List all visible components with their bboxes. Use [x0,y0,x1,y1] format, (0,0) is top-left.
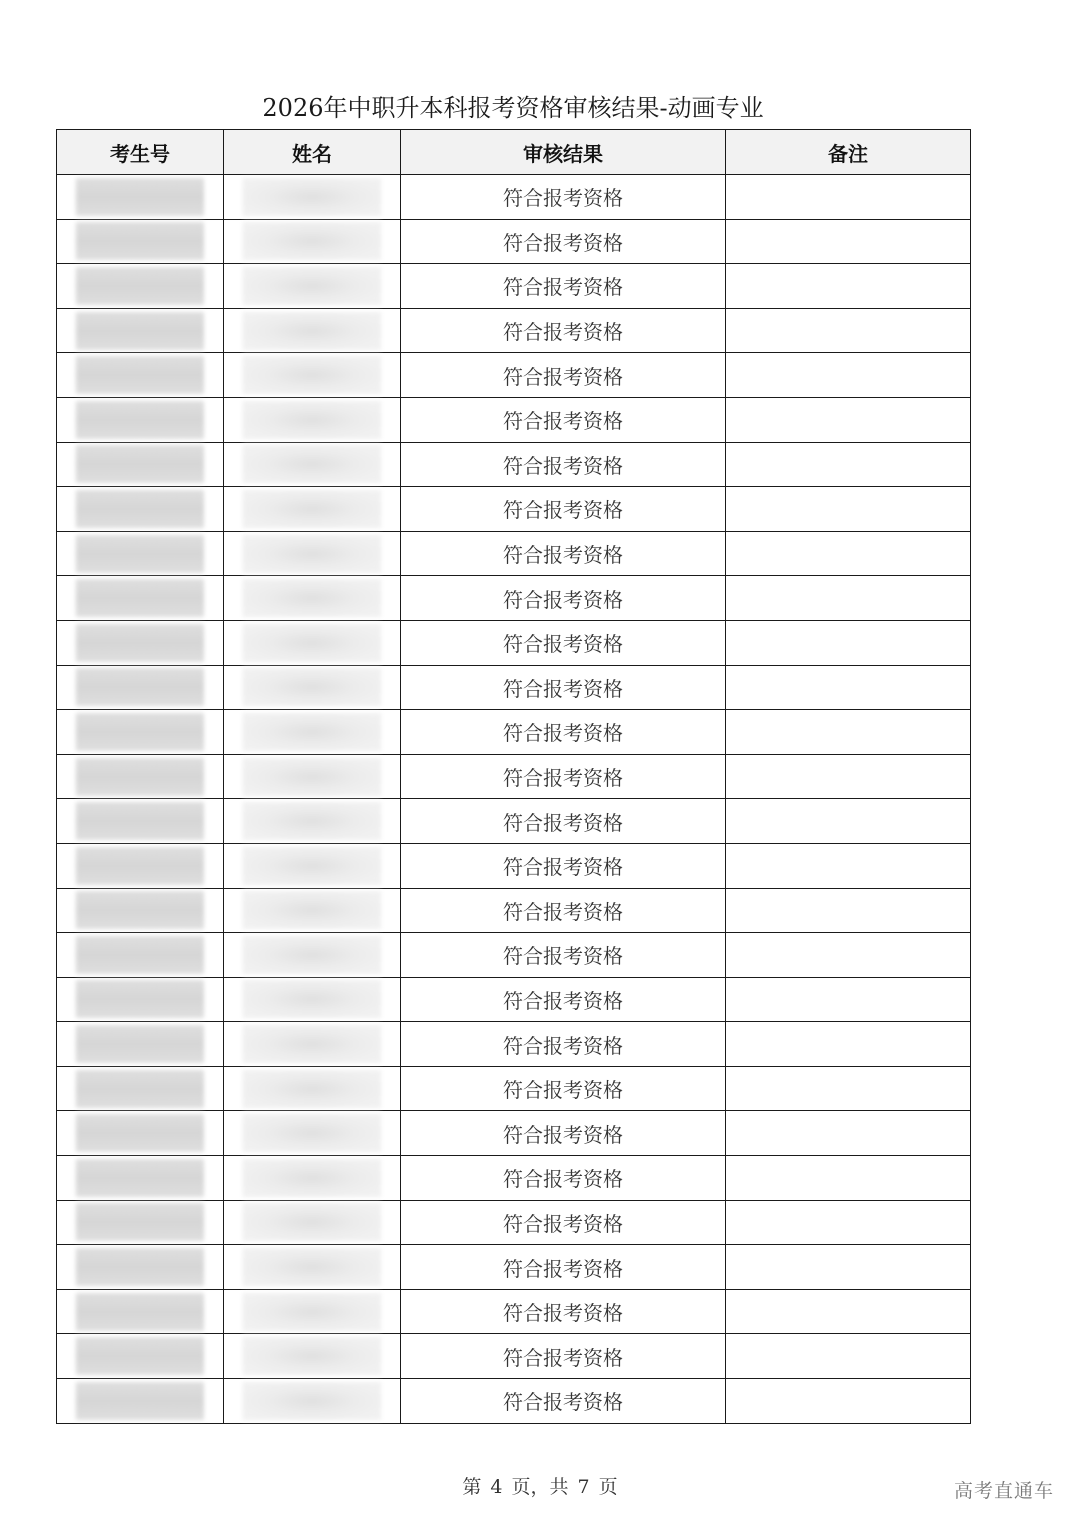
redacted-candidate-id [76,802,204,840]
table-row [57,799,971,844]
name-cell [224,442,401,487]
redacted-name [243,624,381,662]
table-row [57,1066,971,1111]
result-cell: 符合报考资格 [401,576,726,621]
result-cell: 符合报考资格 [401,933,726,978]
result-cell: 符合报考资格 [401,531,726,576]
note-cell [726,933,971,978]
note-cell [726,843,971,888]
note-cell [726,442,971,487]
candidate-id-cell [57,933,224,978]
candidate-id-cell [57,353,224,398]
result-cell: 符合报考资格 [401,843,726,888]
name-cell [224,1156,401,1201]
name-cell [224,977,401,1022]
result-cell: 符合报考资格 [401,1289,726,1334]
note-cell [726,1111,971,1156]
redacted-candidate-id [76,891,204,929]
redacted-candidate-id [76,222,204,260]
result-cell: 符合报考资格 [401,1334,726,1379]
redacted-name [243,1248,381,1286]
redacted-name [243,1025,381,1063]
redacted-name [243,535,381,573]
redacted-candidate-id [76,1070,204,1108]
name-cell [224,397,401,442]
name-cell [224,531,401,576]
redacted-candidate-id [76,668,204,706]
note-cell [726,888,971,933]
redacted-name [243,1382,381,1420]
result-cell: 符合报考资格 [401,977,726,1022]
candidate-id-cell [57,531,224,576]
name-cell [224,1289,401,1334]
name-cell [224,1200,401,1245]
note-cell [726,1156,971,1201]
redacted-name [243,891,381,929]
result-cell: 符合报考资格 [401,487,726,532]
note-cell [726,754,971,799]
note-cell [726,353,971,398]
candidate-id-cell [57,576,224,621]
result-cell: 符合报考资格 [401,888,726,933]
note-cell [726,531,971,576]
candidate-id-cell [57,175,224,220]
result-cell: 符合报考资格 [401,1066,726,1111]
note-cell [726,1379,971,1424]
table-row [57,1379,971,1424]
redacted-candidate-id [76,579,204,617]
redacted-name [243,1159,381,1197]
name-cell [224,1379,401,1424]
candidate-id-cell [57,1022,224,1067]
redacted-name [243,1293,381,1331]
name-cell [224,1066,401,1111]
header-row [57,130,971,175]
candidate-id-cell [57,397,224,442]
name-cell [224,799,401,844]
table-row [57,397,971,442]
redacted-candidate-id [76,490,204,528]
note-cell [726,710,971,755]
table-row [57,620,971,665]
header-result: 审核结果 [401,130,726,175]
name-cell [224,710,401,755]
name-cell [224,1111,401,1156]
redacted-candidate-id [76,1114,204,1152]
candidate-id-cell [57,1289,224,1334]
redacted-candidate-id [76,713,204,751]
redacted-name [243,1114,381,1152]
note-cell [726,1200,971,1245]
result-cell: 符合报考资格 [401,1379,726,1424]
table-row [57,1245,971,1290]
redacted-candidate-id [76,312,204,350]
candidate-id-cell [57,1111,224,1156]
redacted-candidate-id [76,1025,204,1063]
redacted-candidate-id [76,1293,204,1331]
candidate-id-cell [57,1334,224,1379]
name-cell [224,933,401,978]
redacted-candidate-id [76,535,204,573]
redacted-name [243,713,381,751]
table-row [57,576,971,621]
candidate-id-cell [57,799,224,844]
redacted-candidate-id [76,936,204,974]
table-row [57,442,971,487]
redacted-name [243,356,381,394]
table-row [57,888,971,933]
result-cell: 符合报考资格 [401,353,726,398]
table-row [57,1022,971,1067]
redacted-candidate-id [76,267,204,305]
candidate-id-cell [57,754,224,799]
candidate-id-cell [57,1156,224,1201]
name-cell [224,665,401,710]
redacted-candidate-id [76,847,204,885]
redacted-name [243,1203,381,1241]
redacted-name [243,1337,381,1375]
header-candidate-id: 考生号 [57,130,224,175]
result-cell: 符合报考资格 [401,1245,726,1290]
name-cell [224,1022,401,1067]
table-row [57,710,971,755]
watermark: 高考直通车 [953,1480,1054,1502]
candidate-id-cell [57,442,224,487]
result-cell: 符合报考资格 [401,219,726,264]
note-cell [726,799,971,844]
note-cell [726,175,971,220]
result-cell: 符合报考资格 [401,442,726,487]
redacted-name [243,847,381,885]
name-cell [224,1334,401,1379]
note-cell [726,219,971,264]
candidate-id-cell [57,487,224,532]
candidate-id-cell [57,665,224,710]
note-cell [726,665,971,710]
note-cell [726,977,971,1022]
note-cell [726,1066,971,1111]
redacted-candidate-id [76,1203,204,1241]
note-cell [726,620,971,665]
redacted-candidate-id [76,1248,204,1286]
redacted-candidate-id [76,980,204,1018]
table-row [57,175,971,220]
redacted-name [243,579,381,617]
table-row [57,1111,971,1156]
redacted-name [243,1070,381,1108]
note-cell [726,576,971,621]
redacted-name [243,178,381,216]
table-body [57,175,971,1424]
note-cell [726,1334,971,1379]
result-cell: 符合报考资格 [401,799,726,844]
redacted-name [243,445,381,483]
result-cell: 符合报考资格 [401,754,726,799]
redacted-candidate-id [76,356,204,394]
page-footer: 第 4 页，共 7 页 [462,1476,618,1498]
result-cell: 符合报考资格 [401,264,726,309]
result-cell: 符合报考资格 [401,620,726,665]
candidate-id-cell [57,977,224,1022]
redacted-name [243,980,381,1018]
name-cell [224,754,401,799]
table-row [57,487,971,532]
table-row [57,977,971,1022]
table-row [57,219,971,264]
redacted-name [243,936,381,974]
candidate-id-cell [57,1379,224,1424]
redacted-name [243,758,381,796]
table-header [57,130,971,175]
table-row [57,933,971,978]
result-cell: 符合报考资格 [401,1022,726,1067]
table-row [57,1200,971,1245]
redacted-candidate-id [76,178,204,216]
name-cell [224,308,401,353]
document-title: 2026年中职升本科报考资格审核结果-动画专业 [262,94,764,122]
candidate-id-cell [57,219,224,264]
redacted-name [243,222,381,260]
redacted-candidate-id [76,1159,204,1197]
note-cell [726,308,971,353]
redacted-name [243,401,381,439]
candidate-id-cell [57,620,224,665]
redacted-candidate-id [76,1382,204,1420]
candidate-id-cell [57,710,224,755]
redacted-name [243,490,381,528]
redacted-candidate-id [76,624,204,662]
table-row [57,843,971,888]
result-cell: 符合报考资格 [401,710,726,755]
table-row [57,308,971,353]
redacted-name [243,312,381,350]
redacted-name [243,267,381,305]
redacted-name [243,802,381,840]
name-cell [224,1245,401,1290]
name-cell [224,576,401,621]
table-row [57,353,971,398]
result-cell: 符合报考资格 [401,175,726,220]
name-cell [224,264,401,309]
header-note: 备注 [726,130,971,175]
header-name: 姓名 [224,130,401,175]
name-cell [224,487,401,532]
note-cell [726,487,971,532]
table-row [57,665,971,710]
redacted-candidate-id [76,1337,204,1375]
note-cell [726,1022,971,1067]
table-row [57,1156,971,1201]
name-cell [224,175,401,220]
candidate-id-cell [57,1200,224,1245]
candidate-id-cell [57,264,224,309]
candidate-id-cell [57,1066,224,1111]
table-row [57,1289,971,1334]
result-cell: 符合报考资格 [401,665,726,710]
result-cell: 符合报考资格 [401,308,726,353]
candidate-id-cell [57,843,224,888]
result-cell: 符合报考资格 [401,1200,726,1245]
table-row [57,264,971,309]
note-cell [726,1289,971,1334]
table-row [57,531,971,576]
candidate-id-cell [57,1245,224,1290]
result-cell: 符合报考资格 [401,1111,726,1156]
note-cell [726,1245,971,1290]
result-cell: 符合报考资格 [401,397,726,442]
name-cell [224,353,401,398]
note-cell [726,264,971,309]
candidate-id-cell [57,308,224,353]
table-row [57,1334,971,1379]
name-cell [224,620,401,665]
redacted-name [243,668,381,706]
redacted-candidate-id [76,401,204,439]
result-cell: 符合报考资格 [401,1156,726,1201]
name-cell [224,219,401,264]
redacted-candidate-id [76,758,204,796]
table-row [57,754,971,799]
note-cell [726,397,971,442]
name-cell [224,888,401,933]
name-cell [224,843,401,888]
candidate-id-cell [57,888,224,933]
redacted-candidate-id [76,445,204,483]
result-table [56,129,971,1424]
